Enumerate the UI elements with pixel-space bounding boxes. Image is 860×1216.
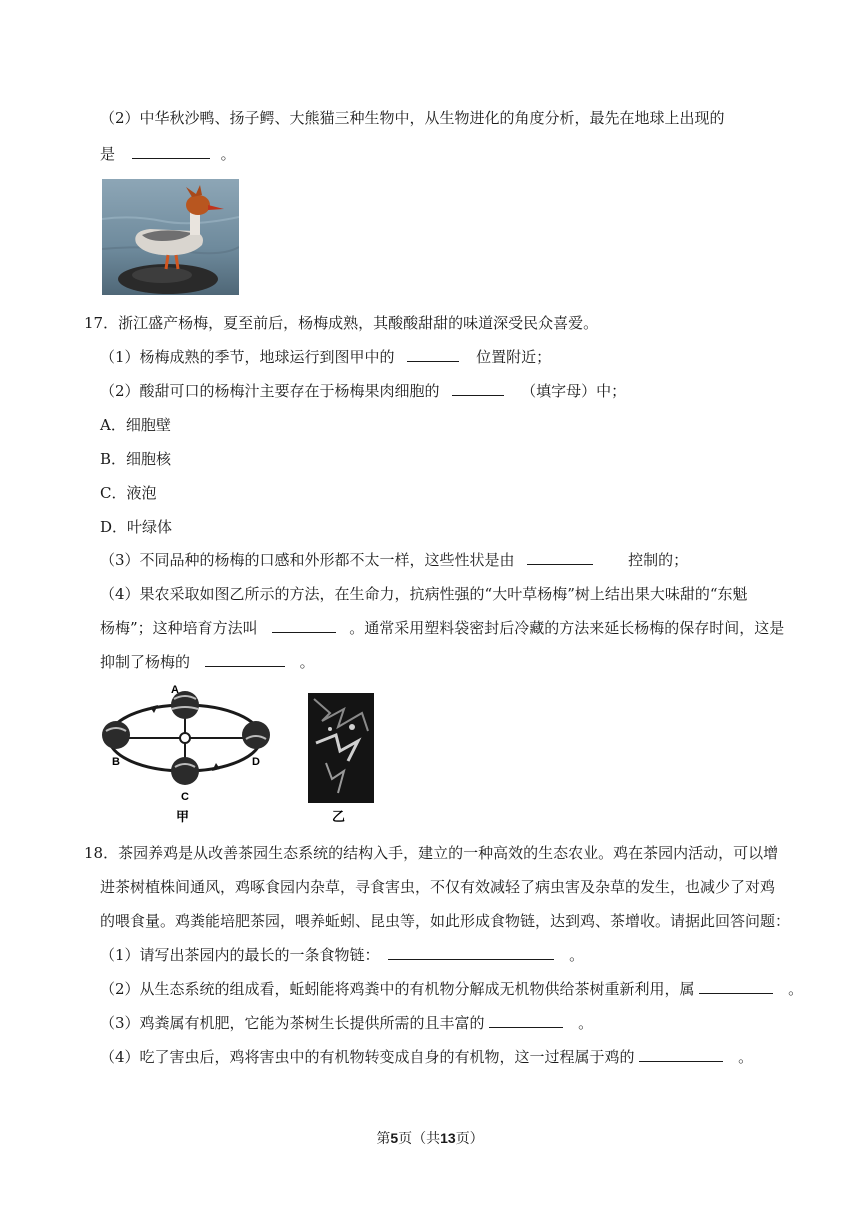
total-pages: 13	[440, 1130, 456, 1146]
q17-part3	[100, 550, 688, 570]
q17-part1-suffix: 位置附近；	[476, 348, 552, 366]
option-b: B．细胞核	[100, 450, 172, 468]
q18-part4-prefix: （4）吃了害虫后，鸡将害虫中的有机物转变成自身的有机物，这一过程属于鸡的	[100, 1048, 635, 1066]
position-b-label: B	[112, 756, 120, 768]
q18-part4	[100, 1047, 753, 1067]
answer-blank[interactable]	[639, 1047, 723, 1062]
answer-blank[interactable]	[489, 1013, 563, 1028]
q18-part3-suffix: 。	[578, 1014, 594, 1032]
q17-part2	[100, 381, 626, 401]
q16-part2-line2	[100, 144, 236, 164]
q18-part2	[100, 979, 803, 999]
earth-orbit-diagram	[102, 684, 270, 825]
position-c-label: C	[181, 791, 189, 803]
q17-part4-line3-prefix: 抑制了杨梅的	[100, 653, 191, 671]
answer-blank[interactable]	[388, 945, 554, 960]
page-footer	[0, 1128, 860, 1148]
q18-stem-line2: 进茶树植株间通风，鸡啄食园内杂草，寻食害虫，不仅有效减轻了病虫害及杂草的发生，也减少了对鸡	[100, 878, 776, 896]
q17-part3-suffix: 控制的；	[628, 551, 689, 569]
answer-blank[interactable]	[527, 550, 593, 565]
q17-part4-middle: 。通常采用塑料袋密封后冷藏的方法来延长杨梅的保存时间，这是	[349, 619, 785, 637]
answer-blank[interactable]	[132, 144, 210, 159]
q18-part2-prefix: （2）从生态系统的组成看，蚯蚓能将鸡粪中的有机物分解成无机物供给茶树重新利用，属	[100, 980, 695, 998]
q17-part1	[100, 347, 551, 367]
orbit-and-grafting-figure	[100, 683, 385, 828]
q17-stem: 17．浙江盛产杨梅，夏至前后，杨梅成熟，其酸酸甜甜的味道深受民众喜爱。	[84, 314, 599, 332]
option-d: D．叶绿体	[100, 518, 173, 536]
q17-part2-suffix: （填字母）中；	[521, 382, 627, 400]
footer-suffix: 页）	[455, 1131, 484, 1147]
q18-part2-suffix: 。	[788, 980, 804, 998]
q18-stem-line1: 18．茶园养鸡是从改善茶园生态系统的结构入手，建立的一种高效的生态农业。鸡在茶园内活动，可以增	[84, 844, 779, 862]
grafting-photo	[308, 693, 374, 825]
footer-middle: 页（共	[398, 1131, 441, 1147]
answer-blank[interactable]	[699, 979, 773, 994]
q18-part3	[100, 1013, 593, 1033]
q17-part1-prefix: （1）杨梅成熟的季节，地球运行到图甲中的	[100, 348, 395, 366]
q17-part4-suffix: 。	[299, 653, 315, 671]
q18-part3-prefix: （3）鸡粪属有机肥，它能为茶树生长提供所需的且丰富的	[100, 1014, 485, 1032]
position-a-label: A	[171, 684, 179, 696]
option-c: C．液泡	[100, 484, 157, 502]
option-a: A．细胞壁	[100, 416, 171, 434]
q16-part2-prefix: 是	[100, 145, 116, 163]
merganser-photo	[102, 179, 239, 295]
q18-part4-suffix: 。	[738, 1048, 754, 1066]
q18-part1-suffix: 。	[569, 946, 585, 964]
q18-part1	[100, 945, 584, 965]
q18-part1-prefix: （1）请写出茶园内的最长的一条食物链：	[100, 946, 380, 964]
q17-part3-prefix: （3）不同品种的杨梅的口感和外形都不太一样，这些性状是由	[100, 551, 515, 569]
answer-blank[interactable]	[452, 381, 504, 396]
answer-blank[interactable]	[407, 347, 459, 362]
page-number: 5	[390, 1130, 399, 1146]
q17-part2-prefix: （2）酸甜可口的杨梅汁主要存在于杨梅果肉细胞的	[100, 382, 440, 400]
q16-part2-suffix: 。	[220, 145, 236, 163]
position-d-label: D	[252, 756, 260, 768]
q17-part4-line3	[100, 652, 315, 672]
q16-part2-line1: （2）中华秋沙鸭、扬子鳄、大熊猫三种生物中，从生物进化的角度分析，最先在地球上出现的	[100, 109, 725, 127]
figure-yi-label: 乙	[332, 810, 346, 825]
answer-blank[interactable]	[205, 652, 285, 667]
figure-jia-label: 甲	[176, 810, 190, 825]
q17-part4-prefix: 杨梅”；这种培育方法叫	[100, 619, 258, 637]
answer-blank[interactable]	[272, 618, 336, 633]
q17-part4-line1: （4）果农采取如图乙所示的方法，在生命力，抗病性强的“大叶草杨梅”树上结出果大味甜的“东魁	[100, 585, 748, 603]
footer-prefix: 第	[376, 1131, 391, 1147]
q17-part4-line2	[100, 618, 784, 638]
q18-stem-line3: 的喂食量。鸡粪能培肥茶园，喂养蚯蚓、昆虫等，如此形成食物链，达到鸡、茶增收。请据此回答问题：	[100, 912, 791, 930]
